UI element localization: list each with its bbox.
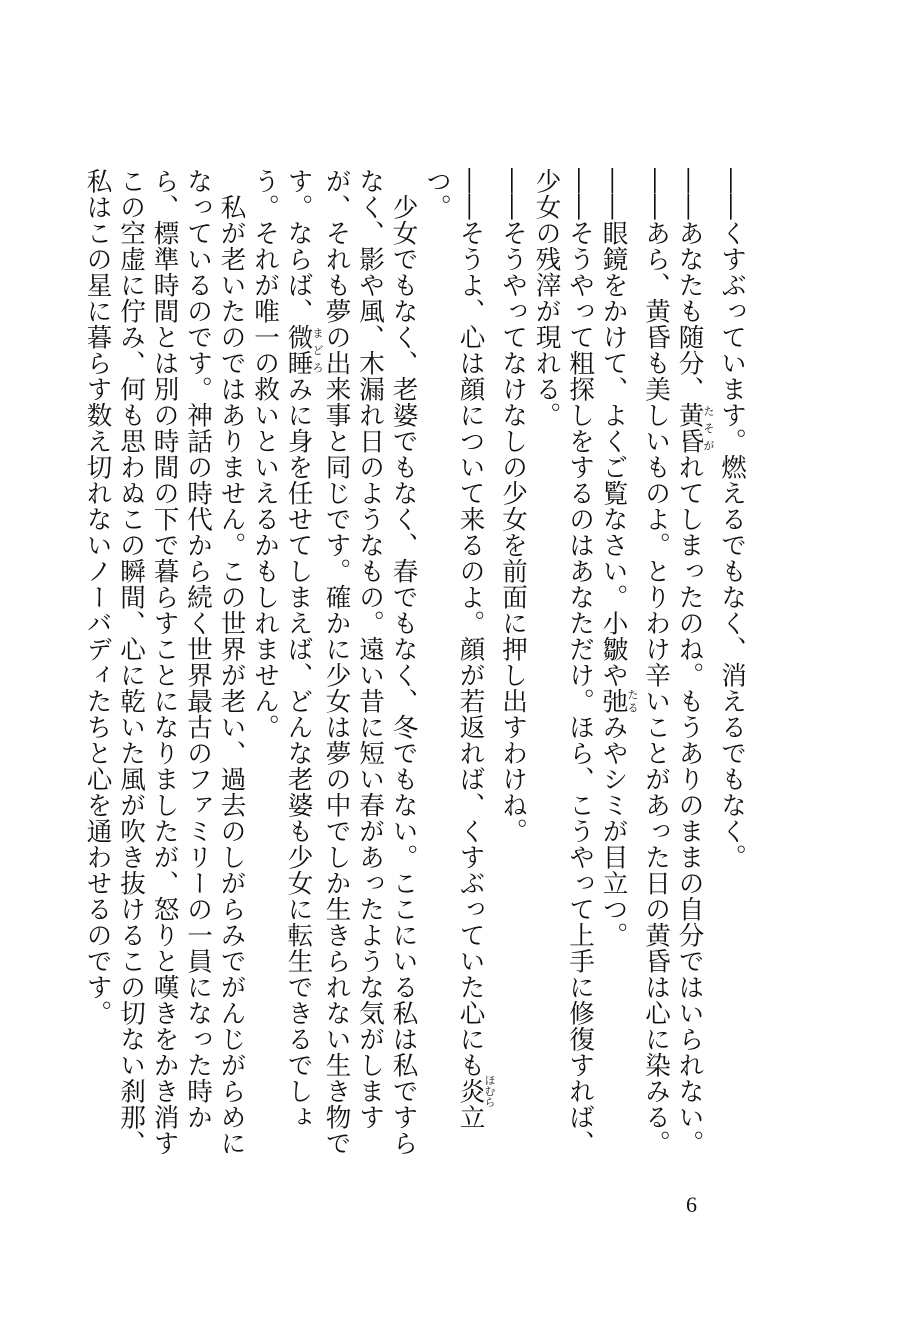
- dialogue-line-7: ――そうよ、心は顔について来るのよ。顔が若返れば、くすぶっていた心にも炎ほむら立つ。: [422, 168, 496, 1130]
- dialogue-line-4: ――眼鏡をかけて、よくご覧なさい。小皺や弛たるみやシミが目立つ。: [598, 168, 639, 948]
- dialogue-line-3: ――あら、黄昏も美しいものよ。とりわけ辛いことがあった日の黄昏は心に染みる。: [641, 168, 671, 1156]
- ruby-tasogare: 黄昏たそが: [674, 402, 715, 454]
- page-number: 6: [686, 1192, 697, 1217]
- dialogue-line-1: ――くすぶっています。燃えるでもなく、消えるでもなく。: [717, 168, 747, 870]
- vertical-text-body: [82, 168, 748, 1168]
- narrative-paragraph-1: 少女でもなく、老婆でもなく、春でもなく、冬でもない。ここにいる私は私ですらなく、影や風、木漏れ日のようなもの。遠い昔に短い春があったような気がしますが、それも夢の出来事と同じです。確かに少女は夢の中でしか生きられない生き物です。ならば、微睡まどろみに身を任せてしまえば、どんな老婆も少女に転生できるでしょう。それが唯一の救いといえるかもしれません。: [250, 168, 419, 1156]
- ruby-madoromi: 微睡まどろ: [283, 324, 324, 376]
- ruby-tarumi: 弛たる: [598, 688, 639, 714]
- dialogue-line-5: ――そうやって粗探しをするのはあなただけ。ほら、こうやって上手に修復すれば、少女の残滓が現れる。: [531, 168, 595, 1156]
- dialogue-line-2: ――あなたも随分、黄昏たそがれてしまったのね。もうありのままの自分ではいられない。: [674, 168, 715, 1156]
- dialogue-line-6: ――そうやってなけなしの少女を前面に押し出すわけね。: [498, 168, 528, 844]
- narrative-paragraph-2: 私が老いたのではありません。この世界が老い、過去のしがらみでがんじがらめになっているのです。神話の時代から続く世界最古のファミリーの一員になった時から、標準時間とは別の時間の下で暮らすことになりましたが、怒りと嘆きをかき消すこの空虚に佇み、何も思わぬこの瞬間、心に乾いた風が吹き抜けるこの切ない刹那、私はこの星に暮らす数え切れないノーバディたちと心を通わせるのです。: [82, 168, 247, 1156]
- ruby-homura: 炎ほむら: [455, 1074, 496, 1108]
